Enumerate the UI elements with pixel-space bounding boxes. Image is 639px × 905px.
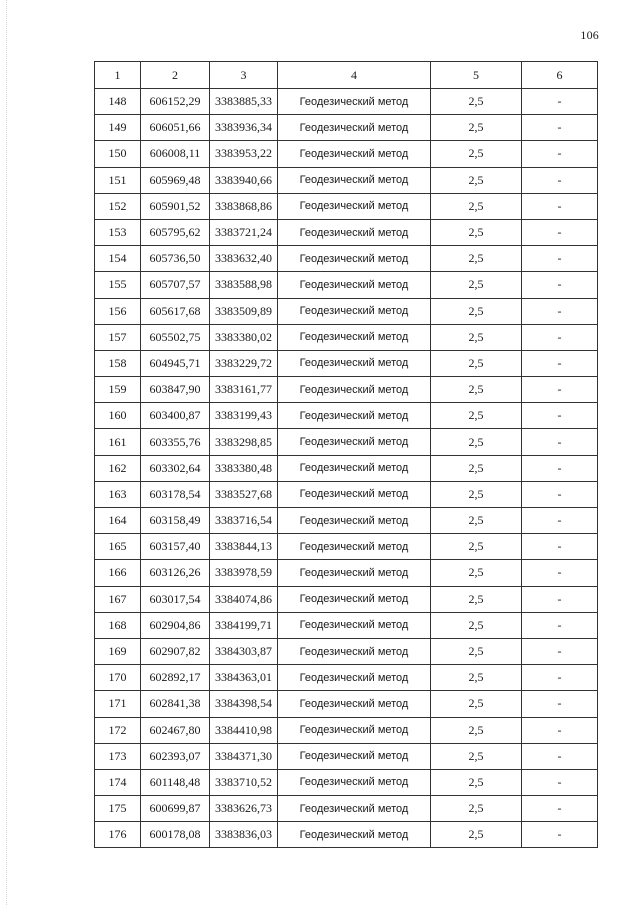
cell-accuracy: 2,5 [431, 717, 522, 743]
cell-accuracy: 2,5 [431, 508, 522, 534]
cell-x-coordinate: 605617,68 [141, 298, 210, 324]
table-row [95, 796, 598, 822]
cell-x-coordinate: 605502,75 [141, 324, 210, 350]
cell-point-number: 174 [95, 769, 141, 795]
cell-method: Геодезический метод [278, 272, 431, 298]
cell-accuracy: 2,5 [431, 638, 522, 664]
column-header-x-coordinate: 2 [141, 62, 210, 89]
cell-point-number: 154 [95, 246, 141, 272]
cell-description: - [522, 481, 598, 507]
cell-method: Геодезический метод [278, 246, 431, 272]
cell-point-number: 149 [95, 115, 141, 141]
cell-method: Геодезический метод [278, 612, 431, 638]
cell-x-coordinate: 605969,48 [141, 167, 210, 193]
cell-accuracy: 2,5 [431, 796, 522, 822]
cell-x-coordinate: 606051,66 [141, 115, 210, 141]
cell-description: - [522, 219, 598, 245]
cell-description: - [522, 429, 598, 455]
cell-x-coordinate: 605795,62 [141, 219, 210, 245]
cell-accuracy: 2,5 [431, 534, 522, 560]
cell-x-coordinate: 605901,52 [141, 193, 210, 219]
cell-x-coordinate: 603847,90 [141, 377, 210, 403]
cell-x-coordinate: 606008,11 [141, 141, 210, 167]
cell-point-number: 176 [95, 822, 141, 848]
cell-method: Геодезический метод [278, 377, 431, 403]
table-row [95, 350, 598, 376]
cell-accuracy: 2,5 [431, 272, 522, 298]
cell-x-coordinate: 600699,87 [141, 796, 210, 822]
cell-description: - [522, 796, 598, 822]
cell-y-coordinate: 3383380,02 [210, 324, 278, 350]
cell-point-number: 153 [95, 219, 141, 245]
cell-description: - [522, 141, 598, 167]
cell-description: - [522, 246, 598, 272]
cell-accuracy: 2,5 [431, 89, 522, 115]
cell-y-coordinate: 3383978,59 [210, 560, 278, 586]
cell-point-number: 170 [95, 665, 141, 691]
cell-point-number: 167 [95, 586, 141, 612]
table-row [95, 377, 598, 403]
cell-accuracy: 2,5 [431, 586, 522, 612]
cell-x-coordinate: 602892,17 [141, 665, 210, 691]
cell-point-number: 163 [95, 481, 141, 507]
cell-method: Геодезический метод [278, 115, 431, 141]
cell-method: Геодезический метод [278, 455, 431, 481]
cell-y-coordinate: 3383940,66 [210, 167, 278, 193]
table-row [95, 429, 598, 455]
cell-y-coordinate: 3384398,54 [210, 691, 278, 717]
cell-description: - [522, 717, 598, 743]
cell-method: Геодезический метод [278, 560, 431, 586]
cell-accuracy: 2,5 [431, 665, 522, 691]
cell-description: - [522, 508, 598, 534]
cell-y-coordinate: 3383161,77 [210, 377, 278, 403]
cell-point-number: 166 [95, 560, 141, 586]
page-number: 106 [580, 28, 599, 42]
table-row [95, 403, 598, 429]
table-row [95, 612, 598, 638]
table-row [95, 272, 598, 298]
cell-accuracy: 2,5 [431, 141, 522, 167]
cell-x-coordinate: 603157,40 [141, 534, 210, 560]
cell-x-coordinate: 603355,76 [141, 429, 210, 455]
column-header-accuracy: 5 [431, 62, 522, 89]
cell-method: Геодезический метод [278, 403, 431, 429]
cell-method: Геодезический метод [278, 796, 431, 822]
cell-point-number: 157 [95, 324, 141, 350]
cell-description: - [522, 665, 598, 691]
table-row [95, 298, 598, 324]
cell-point-number: 152 [95, 193, 141, 219]
cell-y-coordinate: 3383936,34 [210, 115, 278, 141]
cell-x-coordinate: 603178,54 [141, 481, 210, 507]
cell-accuracy: 2,5 [431, 246, 522, 272]
cell-x-coordinate: 605736,50 [141, 246, 210, 272]
cell-method: Геодезический метод [278, 298, 431, 324]
coordinates-table [94, 61, 598, 848]
table-body [95, 62, 598, 848]
cell-accuracy: 2,5 [431, 115, 522, 141]
cell-accuracy: 2,5 [431, 429, 522, 455]
cell-x-coordinate: 603017,54 [141, 586, 210, 612]
cell-y-coordinate: 3383716,54 [210, 508, 278, 534]
cell-x-coordinate: 606152,29 [141, 89, 210, 115]
cell-y-coordinate: 3383953,22 [210, 141, 278, 167]
cell-method: Геодезический метод [278, 324, 431, 350]
cell-x-coordinate: 602467,80 [141, 717, 210, 743]
cell-method: Геодезический метод [278, 89, 431, 115]
cell-method: Геодезический метод [278, 141, 431, 167]
cell-description: - [522, 193, 598, 219]
table-row [95, 324, 598, 350]
cell-y-coordinate: 3383626,73 [210, 796, 278, 822]
cell-y-coordinate: 3383885,33 [210, 89, 278, 115]
cell-description: - [522, 638, 598, 664]
cell-y-coordinate: 3383632,40 [210, 246, 278, 272]
table-header-row [95, 62, 598, 89]
cell-method: Геодезический метод [278, 534, 431, 560]
cell-description: - [522, 455, 598, 481]
table-row [95, 665, 598, 691]
cell-accuracy: 2,5 [431, 560, 522, 586]
cell-point-number: 160 [95, 403, 141, 429]
table-row [95, 743, 598, 769]
cell-point-number: 161 [95, 429, 141, 455]
table-row [95, 167, 598, 193]
cell-x-coordinate: 603302,64 [141, 455, 210, 481]
table-row [95, 769, 598, 795]
cell-description: - [522, 534, 598, 560]
cell-point-number: 156 [95, 298, 141, 324]
cell-description: - [522, 377, 598, 403]
cell-description: - [522, 324, 598, 350]
cell-x-coordinate: 603400,87 [141, 403, 210, 429]
cell-x-coordinate: 600178,08 [141, 822, 210, 848]
cell-x-coordinate: 602907,82 [141, 638, 210, 664]
cell-method: Геодезический метод [278, 193, 431, 219]
cell-accuracy: 2,5 [431, 769, 522, 795]
cell-method: Геодезический метод [278, 769, 431, 795]
cell-accuracy: 2,5 [431, 822, 522, 848]
cell-accuracy: 2,5 [431, 324, 522, 350]
cell-x-coordinate: 602904,86 [141, 612, 210, 638]
cell-description: - [522, 743, 598, 769]
cell-accuracy: 2,5 [431, 219, 522, 245]
table-row [95, 141, 598, 167]
cell-y-coordinate: 3384074,86 [210, 586, 278, 612]
cell-description: - [522, 298, 598, 324]
cell-method: Геодезический метод [278, 717, 431, 743]
table-row [95, 691, 598, 717]
table-row [95, 246, 598, 272]
cell-accuracy: 2,5 [431, 377, 522, 403]
table-row [95, 89, 598, 115]
cell-x-coordinate: 602393,07 [141, 743, 210, 769]
cell-y-coordinate: 3383199,43 [210, 403, 278, 429]
table-row [95, 219, 598, 245]
cell-y-coordinate: 3383710,52 [210, 769, 278, 795]
column-header-method: 4 [278, 62, 431, 89]
cell-y-coordinate: 3384199,71 [210, 612, 278, 638]
cell-y-coordinate: 3383588,98 [210, 272, 278, 298]
column-header-y-coordinate: 3 [210, 62, 278, 89]
cell-method: Геодезический метод [278, 508, 431, 534]
cell-x-coordinate: 604945,71 [141, 350, 210, 376]
cell-x-coordinate: 603158,49 [141, 508, 210, 534]
cell-y-coordinate: 3383527,68 [210, 481, 278, 507]
cell-y-coordinate: 3383380,48 [210, 455, 278, 481]
table-row [95, 455, 598, 481]
cell-description: - [522, 560, 598, 586]
cell-point-number: 158 [95, 350, 141, 376]
cell-description: - [522, 350, 598, 376]
cell-y-coordinate: 3383836,03 [210, 822, 278, 848]
cell-accuracy: 2,5 [431, 193, 522, 219]
table-row [95, 586, 598, 612]
cell-x-coordinate: 602841,38 [141, 691, 210, 717]
table-row [95, 193, 598, 219]
cell-point-number: 165 [95, 534, 141, 560]
cell-point-number: 164 [95, 508, 141, 534]
cell-description: - [522, 115, 598, 141]
cell-method: Геодезический метод [278, 691, 431, 717]
cell-point-number: 173 [95, 743, 141, 769]
scan-edge-line [6, 0, 8, 905]
cell-description: - [522, 272, 598, 298]
cell-method: Геодезический метод [278, 822, 431, 848]
cell-description: - [522, 822, 598, 848]
table-row [95, 534, 598, 560]
cell-point-number: 151 [95, 167, 141, 193]
cell-accuracy: 2,5 [431, 481, 522, 507]
cell-y-coordinate: 3384303,87 [210, 638, 278, 664]
cell-accuracy: 2,5 [431, 455, 522, 481]
cell-accuracy: 2,5 [431, 350, 522, 376]
cell-method: Геодезический метод [278, 350, 431, 376]
cell-description: - [522, 586, 598, 612]
cell-point-number: 162 [95, 455, 141, 481]
table-row [95, 508, 598, 534]
column-header-point-number: 1 [95, 62, 141, 89]
cell-x-coordinate: 601148,48 [141, 769, 210, 795]
cell-description: - [522, 89, 598, 115]
cell-y-coordinate: 3383844,13 [210, 534, 278, 560]
cell-y-coordinate: 3384371,30 [210, 743, 278, 769]
cell-method: Геодезический метод [278, 429, 431, 455]
cell-y-coordinate: 3384410,98 [210, 717, 278, 743]
cell-method: Геодезический метод [278, 743, 431, 769]
cell-point-number: 148 [95, 89, 141, 115]
cell-y-coordinate: 3383229,72 [210, 350, 278, 376]
table-row [95, 481, 598, 507]
cell-y-coordinate: 3383721,24 [210, 219, 278, 245]
table-row [95, 822, 598, 848]
cell-method: Геодезический метод [278, 219, 431, 245]
cell-point-number: 150 [95, 141, 141, 167]
cell-description: - [522, 167, 598, 193]
cell-y-coordinate: 3383509,89 [210, 298, 278, 324]
cell-x-coordinate: 603126,26 [141, 560, 210, 586]
column-header-description: 6 [522, 62, 598, 89]
cell-method: Геодезический метод [278, 167, 431, 193]
cell-description: - [522, 403, 598, 429]
table-row [95, 115, 598, 141]
cell-method: Геодезический метод [278, 586, 431, 612]
cell-point-number: 175 [95, 796, 141, 822]
table-row [95, 560, 598, 586]
cell-point-number: 155 [95, 272, 141, 298]
cell-accuracy: 2,5 [431, 743, 522, 769]
cell-method: Геодезический метод [278, 665, 431, 691]
cell-accuracy: 2,5 [431, 298, 522, 324]
cell-description: - [522, 612, 598, 638]
cell-y-coordinate: 3383298,85 [210, 429, 278, 455]
cell-accuracy: 2,5 [431, 167, 522, 193]
table-row [95, 638, 598, 664]
cell-point-number: 172 [95, 717, 141, 743]
cell-description: - [522, 769, 598, 795]
cell-point-number: 168 [95, 612, 141, 638]
cell-x-coordinate: 605707,57 [141, 272, 210, 298]
cell-y-coordinate: 3383868,86 [210, 193, 278, 219]
cell-description: - [522, 691, 598, 717]
cell-accuracy: 2,5 [431, 612, 522, 638]
cell-accuracy: 2,5 [431, 691, 522, 717]
cell-method: Геодезический метод [278, 638, 431, 664]
cell-y-coordinate: 3384363,01 [210, 665, 278, 691]
cell-point-number: 171 [95, 691, 141, 717]
cell-accuracy: 2,5 [431, 403, 522, 429]
cell-method: Геодезический метод [278, 481, 431, 507]
cell-point-number: 159 [95, 377, 141, 403]
table-row [95, 717, 598, 743]
cell-point-number: 169 [95, 638, 141, 664]
